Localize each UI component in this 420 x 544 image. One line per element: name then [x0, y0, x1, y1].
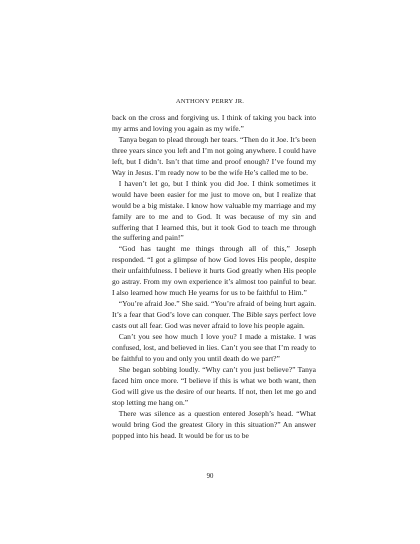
body-text	[112, 113, 316, 442]
paragraph-5: “You’re afraid Joe.” She said. “You’re afraid of being hurt again. It’s a fear that God’s love can conquer. The Bible says perfect love casts out all fear. God was never afraid to love his people again.	[112, 299, 316, 331]
paragraph-2: Tanya began to plead through her tears. “Then do it Joe. It’s been three years since you left and I’m not going anywhere. I could have left, but I didn’t. Isn’t that time and proof enough? I’ve found my Way in Jesus. I’m ready now to be the wife He’s called me to be.	[112, 134, 316, 177]
running-head: ANTHONY PERRY JR.	[175, 98, 245, 105]
paragraph-3: I haven’t let go, but I think you did Joe. I think sometimes it would have been easier for me just to move on, but I realize that would be a big mistake. I know how valuable my marriage and my family are to me and to God. It was because of my sin and suffering that I learned this, but it took God to teach me through the suffering and pain!”	[112, 178, 316, 243]
paragraph-6: Can’t you see how much I love you? I made a mistake. I was confused, lost, and believed in lies. Can’t you see that I’m ready to be faithful to you and only you until death do we part?”	[112, 332, 316, 363]
paragraph-4: “God has taught me things through all of this,” Joseph responded. “I got a glimpse of how God loves His people, despite their unfaithfulness. I believe it hurts God greatly when His people go astray. From my own experience it’s almost too painful to bear. I also learned how much He yearns for us to be faithful to Him.”	[112, 244, 316, 298]
paragraph-8: There was silence as a question entered Joseph’s head. “What would bring God the greatest Glory in this situation?” An answer popped into his head. It would be for us to be	[112, 408, 316, 440]
page-number: 90	[206, 473, 214, 480]
paragraph-1: back on the cross and forgiving us. I think of taking you back into my arms and loving you again as my wife.”	[112, 113, 316, 133]
paragraph-7: She began sobbing loudly. “Why can’t you just believe?” Tanya faced him once more. “I believe if this is what we both want, then God will give us the desire of our hearts. If not, then let me go and stop letting me hang on.”	[112, 364, 316, 407]
